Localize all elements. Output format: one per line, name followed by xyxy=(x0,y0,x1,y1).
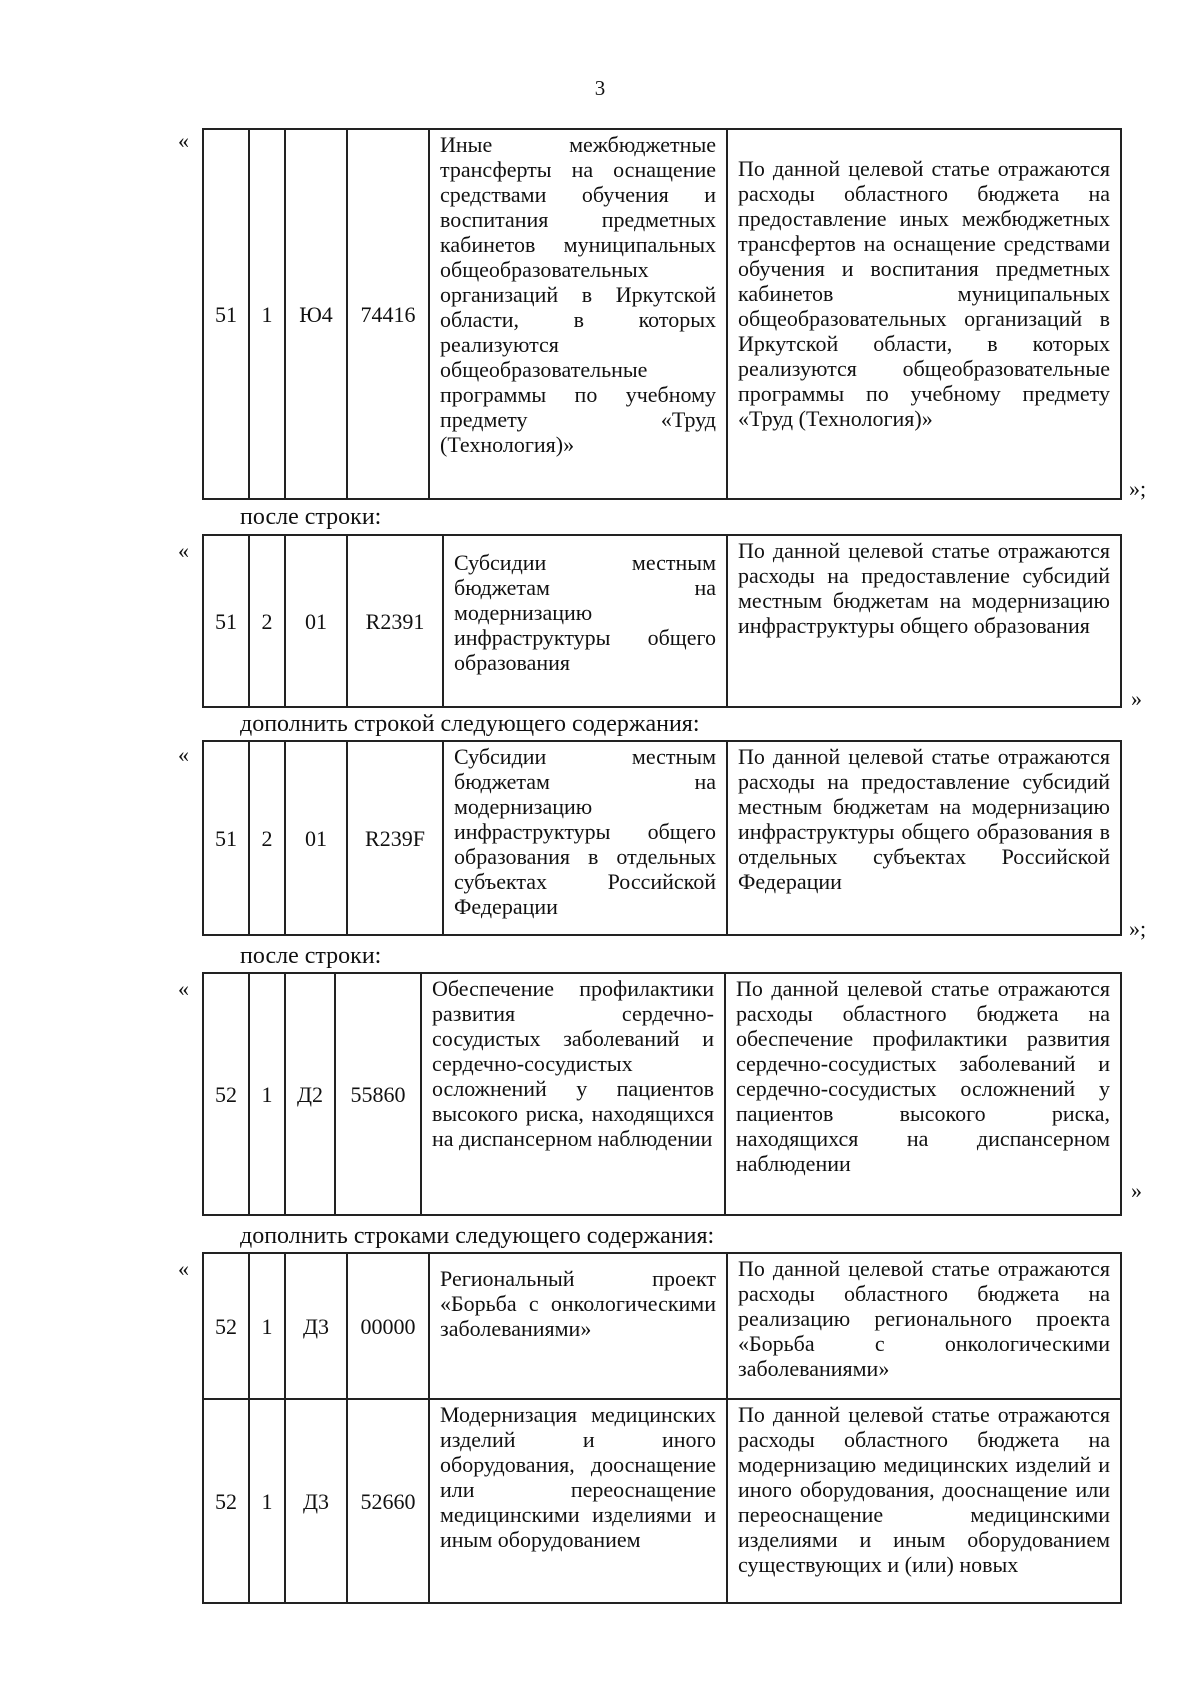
code-3: Д3 xyxy=(285,1399,347,1603)
item-name: Субсидии местным бюджетам на модернизацию инфраструктуры общего образования в отдельных субъектах Российской Федерации xyxy=(443,741,727,935)
close-quote: » xyxy=(1131,1178,1142,1203)
code-4: 00000 xyxy=(347,1253,429,1399)
code-1: 52 xyxy=(203,1399,249,1603)
item-description: По данной целевой статье отражаются расходы областного бюджета на модернизацию медицинских изделий и иного оборудования, дооснащение или переоснащение медицинскими изделиями и иным оборудованием существующих и (или) новых xyxy=(727,1399,1121,1603)
code-4: 55860 xyxy=(335,973,421,1215)
item-name: Модернизация медицинских изделий и иного оборудования, дооснащение или переоснащение медицинскими изделиями и иным оборудованием xyxy=(429,1399,727,1603)
code-4: 52660 xyxy=(347,1399,429,1603)
code-3: Д2 xyxy=(285,973,335,1215)
code-4: 74416 xyxy=(347,129,429,499)
code-1: 51 xyxy=(203,535,249,707)
code-2: 1 xyxy=(249,129,285,499)
caption-after-row: после строки: xyxy=(240,504,382,530)
item-name: Иные межбюджетные трансферты на оснащение средствами обучения и воспитания предметных кабинетов муниципальных общеобразовательных организаций в Иркутской области, в которых реализуются общеобразовательные программы по учебному предмету «Труд (Технология)» xyxy=(429,129,727,499)
caption-after-row: после строки: xyxy=(240,943,382,969)
item-name: Обеспечение профилактики развития сердечно-сосудистых заболеваний и сердечно-сосудистых осложнений у пациентов высокого риска, находящихся на диспансерном наблюдении xyxy=(421,973,725,1215)
page-number: 3 xyxy=(594,76,606,100)
budget-table-1 xyxy=(202,128,1122,500)
open-quote: « xyxy=(178,538,189,563)
code-2: 2 xyxy=(249,535,285,707)
item-name: Субсидии местным бюджетам на модернизацию инфраструктуры общего образования xyxy=(443,535,727,707)
code-2: 1 xyxy=(249,1399,285,1603)
code-3: Д3 xyxy=(285,1253,347,1399)
code-4: R239F xyxy=(347,741,443,935)
table-row xyxy=(203,741,1121,935)
code-2: 1 xyxy=(249,973,285,1215)
item-description: По данной целевой статье отражаются расходы областного бюджета на предоставление иных межбюджетных трансфертов на оснащение средствами обучения и воспитания предметных кабинетов муниципальных общеобразовательных организаций в Иркутской области, в которых реализуются общеобразовательные программы по учебному предмету «Труд (Технология)» xyxy=(727,129,1121,499)
code-3: 01 xyxy=(285,535,347,707)
budget-table-4 xyxy=(202,972,1122,1216)
budget-table-2 xyxy=(202,534,1122,708)
close-quote: »; xyxy=(1129,476,1147,501)
table-row xyxy=(203,535,1121,707)
budget-table-5 xyxy=(202,1252,1122,1604)
open-quote: « xyxy=(178,742,189,767)
code-1: 52 xyxy=(203,1253,249,1399)
code-1: 52 xyxy=(203,973,249,1215)
table-row xyxy=(203,1253,1121,1399)
code-2: 2 xyxy=(249,741,285,935)
code-3: Ю4 xyxy=(285,129,347,499)
open-quote: « xyxy=(178,1256,189,1281)
item-description: По данной целевой статье отражаются расходы областного бюджета на реализацию регионального проекта «Борьба с онкологическими заболеваниями» xyxy=(727,1253,1121,1399)
code-1: 51 xyxy=(203,129,249,499)
code-2: 1 xyxy=(249,1253,285,1399)
close-quote: »; xyxy=(1129,916,1147,941)
table-row xyxy=(203,129,1121,499)
code-3: 01 xyxy=(285,741,347,935)
caption-supplement-row: дополнить строкой следующего содержания: xyxy=(240,711,700,737)
budget-table-3 xyxy=(202,740,1122,936)
table-row xyxy=(203,973,1121,1215)
item-description: По данной целевой статье отражаются расходы на предоставление субсидий местным бюджетам на модернизацию инфраструктуры общего образования xyxy=(727,535,1121,707)
item-name: Региональный проект «Борьба с онкологическими заболеваниями» xyxy=(429,1253,727,1399)
caption-supplement-rows: дополнить строками следующего содержания: xyxy=(240,1223,715,1249)
open-quote: « xyxy=(178,976,189,1001)
item-description: По данной целевой статье отражаются расходы областного бюджета на обеспечение профилактики развития сердечно-сосудистых заболеваний и сердечно-сосудистых осложнений у пациентов высокого риска, находящихся на диспансерном наблюдении xyxy=(725,973,1121,1215)
code-4: R2391 xyxy=(347,535,443,707)
open-quote: « xyxy=(178,128,189,153)
table-row xyxy=(203,1399,1121,1603)
code-1: 51 xyxy=(203,741,249,935)
item-description: По данной целевой статье отражаются расходы на предоставление субсидий местным бюджетам на модернизацию инфраструктуры общего образования в отдельных субъектах Российской Федерации xyxy=(727,741,1121,935)
close-quote: » xyxy=(1131,686,1142,711)
